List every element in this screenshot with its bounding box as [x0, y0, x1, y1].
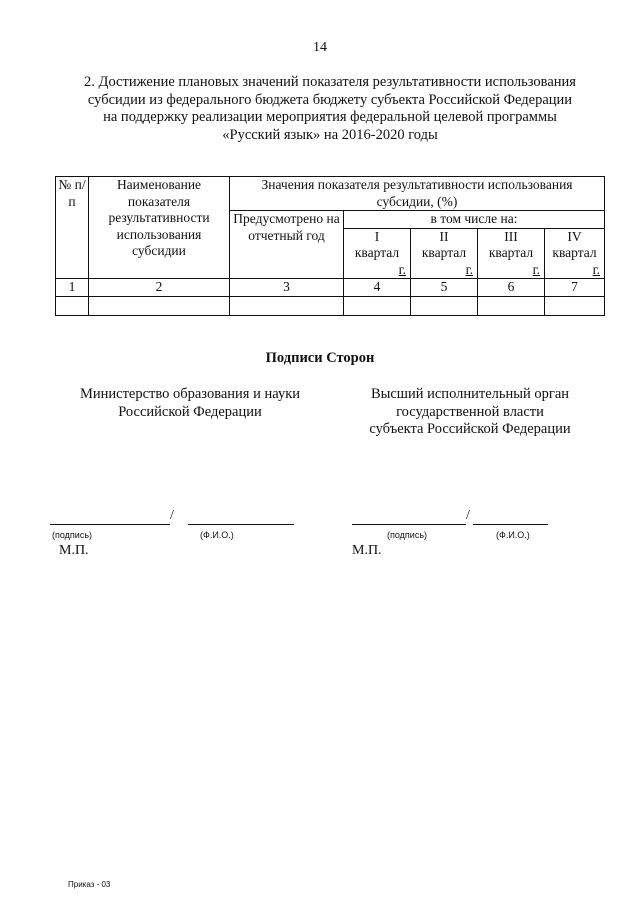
results-table	[55, 176, 605, 316]
quarter-label: квартал	[552, 245, 597, 260]
heading-line: субсидии из федерального бюджета бюджету субъекта Российской Федерации	[87, 91, 573, 108]
quarter-year: г.	[465, 261, 473, 277]
right-party	[340, 386, 600, 439]
empty-cell	[56, 296, 89, 315]
index-cell: 7	[545, 279, 605, 297]
right-signature-label: (подпись)	[387, 530, 428, 540]
header-number: № п/п	[56, 177, 89, 279]
left-stamp-mark: М.П.	[59, 543, 89, 558]
left-fio-line	[188, 524, 294, 525]
left-slash: /	[170, 508, 174, 523]
right-stamp-mark: М.П.	[352, 543, 382, 558]
quarter-number: II	[439, 228, 449, 244]
section-heading	[60, 74, 600, 144]
right-slash: /	[466, 508, 470, 523]
quarter-number: III	[504, 228, 518, 244]
left-party	[60, 386, 320, 421]
right-signature-line	[352, 524, 466, 525]
index-cell: 6	[478, 279, 545, 297]
table-index-row	[56, 279, 605, 297]
empty-cell	[411, 296, 478, 315]
quarter-year: г.	[532, 261, 540, 277]
right-fio-label: (Ф.И.О.)	[496, 530, 530, 540]
left-party-line: Министерство образования и науки	[79, 386, 301, 402]
index-cell: 3	[230, 279, 344, 297]
header-values: Значения показателя результативности использования субсидии, (%)	[230, 177, 605, 211]
left-fio-label: (Ф.И.О.)	[200, 530, 234, 540]
header-including: в том числе на:	[344, 211, 605, 229]
quarter-label: квартал	[354, 245, 400, 260]
quarter-year: г.	[398, 261, 406, 277]
heading-line: на поддержку реализации мероприятия федеральной целевой программы	[103, 109, 557, 125]
header-quarter-2	[411, 228, 478, 279]
quarter-label: квартал	[488, 245, 534, 260]
empty-cell	[545, 296, 605, 315]
header-quarter-3	[478, 228, 545, 279]
left-signature-label: (подпись)	[52, 530, 93, 540]
index-cell: 1	[56, 279, 89, 297]
heading-line: «Русский язык» на 2016-2020 годы	[222, 126, 438, 143]
empty-cell	[89, 296, 230, 315]
quarter-label: квартал	[421, 245, 467, 260]
empty-cell	[478, 296, 545, 315]
right-party-line: субъекта Российской Федерации	[369, 421, 571, 437]
index-cell: 2	[89, 279, 230, 297]
header-quarter-4	[545, 228, 605, 279]
header-quarter-1	[344, 228, 411, 279]
heading-line: 2. Достижение плановых значений показателя результативности использования	[84, 74, 576, 90]
index-cell: 5	[411, 279, 478, 297]
header-planned: Предусмотрено на отчетный год	[230, 211, 344, 279]
right-party-line: Высший исполнительный орган	[370, 386, 570, 402]
footer-note: Приказ - 03	[68, 880, 111, 889]
quarter-year: г.	[592, 261, 601, 277]
empty-cell	[344, 296, 411, 315]
index-cell: 4	[344, 279, 411, 297]
signatures-title: Подписи Сторон	[265, 350, 375, 366]
page-number: 14	[313, 40, 327, 55]
empty-cell	[230, 296, 344, 315]
right-fio-line	[473, 524, 548, 525]
header-indicator-name: Наименование показателя результативности использования субсидии	[89, 177, 230, 279]
quarter-number: I	[374, 228, 380, 244]
right-party-line: государственной власти	[396, 403, 544, 420]
left-party-line: Российской Федерации	[118, 403, 262, 420]
quarter-number: IV	[567, 228, 582, 244]
left-signature-line	[50, 524, 170, 525]
table-empty-row	[56, 296, 605, 315]
